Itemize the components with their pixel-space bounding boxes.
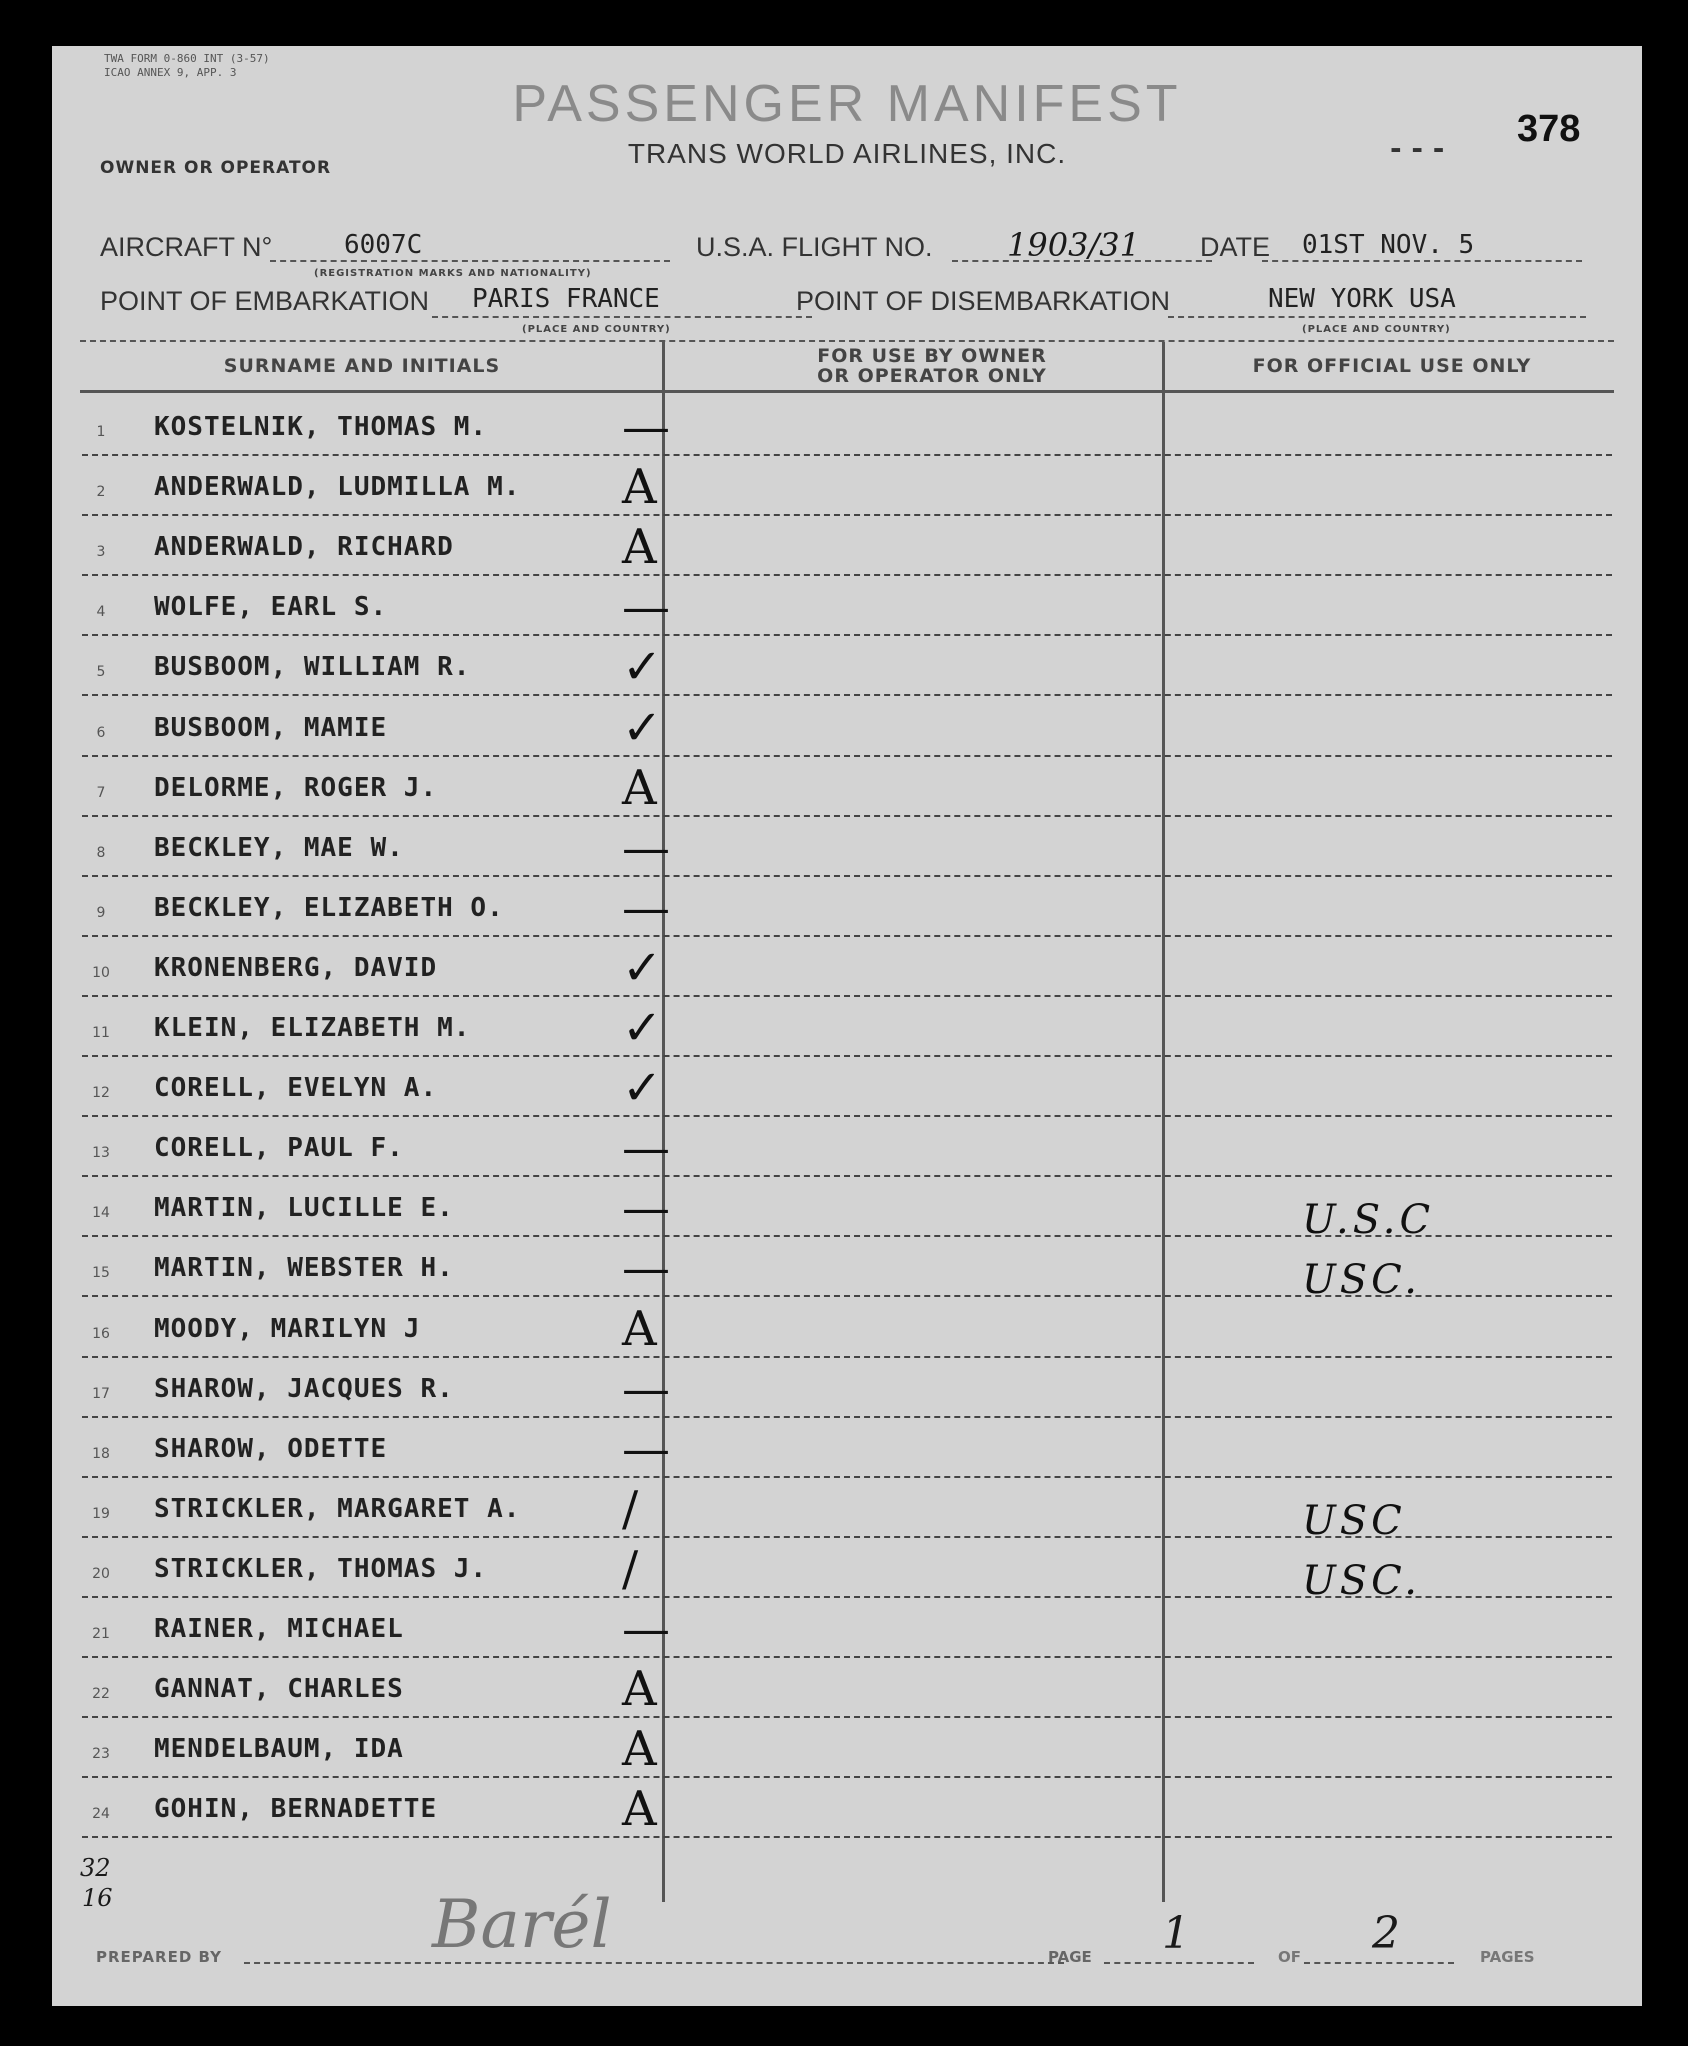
passenger-name: WOLFE, EARL S. xyxy=(154,592,388,623)
passenger-row xyxy=(82,1538,1612,1604)
passenger-name: STRICKLER, THOMAS J. xyxy=(154,1553,488,1584)
passenger-row xyxy=(82,1598,1612,1658)
passenger-name: MOODY, MARILYN J xyxy=(154,1313,421,1344)
passenger-row xyxy=(82,1358,1612,1418)
header-bottom-rule xyxy=(80,390,1614,393)
official-note: USC. xyxy=(1302,1557,1422,1604)
page-underline xyxy=(1104,1962,1254,1964)
form-code-line-2: ICAO ANNEX 9, APP. 3 xyxy=(104,66,237,79)
passenger-row xyxy=(82,636,1612,696)
row-number: 21 xyxy=(92,1626,110,1642)
row-number: 5 xyxy=(96,664,106,681)
passenger-name: STRICKLER, MARGARET A. xyxy=(154,1493,521,1524)
aircraft-value: 6007C xyxy=(344,230,423,260)
date-value: 01ST NOV. 5 xyxy=(1302,230,1475,260)
passenger-row xyxy=(82,757,1612,817)
passenger-name: SHAROW, JACQUES R. xyxy=(154,1373,454,1404)
row-number: 7 xyxy=(96,784,106,801)
passenger-name: MENDELBAUM, IDA xyxy=(154,1734,404,1765)
row-number: 23 xyxy=(92,1746,110,1763)
owner-use-column-header: FOR USE BY OWNER OR OPERATOR ONLY xyxy=(817,345,1047,387)
passenger-name: KLEIN, ELIZABETH M. xyxy=(154,1013,471,1043)
header-dashes: - - - xyxy=(1390,132,1445,165)
prepared-by-underline xyxy=(244,1962,1064,1964)
embarkation-note: (PLACE AND COUNTRY) xyxy=(522,324,671,335)
registration-note: (REGISTRATION MARKS AND NATIONALITY) xyxy=(314,268,592,279)
check-mark: A xyxy=(622,1781,657,1838)
disembarkation-note: (PLACE AND COUNTRY) xyxy=(1302,324,1451,335)
date-label: DATE xyxy=(1200,232,1271,262)
passenger-name: CORELL, PAUL F. xyxy=(154,1133,404,1164)
check-mark: — xyxy=(622,1360,670,1417)
passenger-row xyxy=(82,456,1612,516)
passenger-row xyxy=(82,1177,1612,1244)
date-underline xyxy=(1262,260,1582,262)
side-note-top: 32 xyxy=(80,1854,111,1882)
check-mark: ✓ xyxy=(622,1060,663,1117)
row-number: 1 xyxy=(96,424,106,440)
row-number: 24 xyxy=(92,1806,110,1823)
of-value: 2 xyxy=(1372,1908,1400,1959)
row-number: 6 xyxy=(96,724,106,741)
side-note-bottom: 16 xyxy=(82,1884,113,1912)
embarkation-value: PARIS FRANCE xyxy=(472,284,660,314)
passenger-name: GOHIN, BERNADETTE xyxy=(154,1794,438,1825)
check-mark: — xyxy=(622,879,670,936)
surname-column-header: SURNAME AND INITIALS xyxy=(223,355,501,377)
passenger-row xyxy=(82,396,1612,456)
check-mark: ✓ xyxy=(622,699,663,756)
passenger-row xyxy=(82,1117,1612,1177)
row-number: 10 xyxy=(92,964,110,981)
check-mark: A xyxy=(622,519,657,576)
signature: Barél xyxy=(432,1886,612,1963)
check-mark: A xyxy=(622,1661,657,1718)
form-code-line-1: TWA FORM 0-860 INT (3-57) xyxy=(104,52,270,65)
row-number: 14 xyxy=(92,1205,110,1222)
passenger-name: RAINER, MICHAEL xyxy=(154,1614,404,1644)
passenger-row xyxy=(82,576,1612,636)
passenger-name: MARTIN, WEBSTER H. xyxy=(154,1253,454,1284)
aircraft-label: AIRCRAFT N° xyxy=(100,232,273,262)
flight-value: 1903/31 xyxy=(1007,226,1140,264)
passenger-name: BECKLEY, ELIZABETH O. xyxy=(154,892,504,923)
passenger-row xyxy=(82,1478,1612,1544)
check-mark: ✓ xyxy=(622,639,663,696)
passenger-row xyxy=(82,516,1612,576)
disembarkation-underline xyxy=(1168,316,1586,318)
row-number: 13 xyxy=(92,1145,110,1162)
row-number: 11 xyxy=(92,1025,110,1041)
check-mark: — xyxy=(622,1180,670,1237)
row-number: 4 xyxy=(96,604,106,621)
passenger-name: KOSTELNIK, THOMAS M. xyxy=(154,412,488,442)
passenger-row xyxy=(82,1658,1612,1718)
owner-label: OWNER OR OPERATOR xyxy=(100,158,332,178)
passenger-name: MARTIN, LUCILLE E. xyxy=(154,1193,454,1224)
flight-label: U.S.A. FLIGHT NO. xyxy=(696,232,933,262)
passenger-name: SHAROW, ODETTE xyxy=(154,1433,388,1464)
check-mark: A xyxy=(622,1300,657,1357)
row-number: 3 xyxy=(96,544,106,561)
passenger-name: ANDERWALD, LUDMILLA M. xyxy=(154,472,521,503)
embarkation-underline xyxy=(432,316,812,318)
official-note: U.S.C xyxy=(1302,1197,1435,1244)
passenger-name: DELORME, ROGER J. xyxy=(154,772,438,803)
of-underline xyxy=(1304,1962,1454,1964)
row-number: 16 xyxy=(92,1325,110,1342)
passenger-row xyxy=(82,1718,1612,1778)
passenger-name: BUSBOOM, WILLIAM R. xyxy=(154,652,471,683)
check-mark: A xyxy=(622,759,657,816)
passenger-row xyxy=(82,1418,1612,1478)
passenger-name: KRONENBERG, DAVID xyxy=(154,952,438,983)
pages-label: PAGES xyxy=(1480,1948,1535,1966)
flight-underline xyxy=(952,260,1212,262)
passenger-row xyxy=(82,1778,1612,1838)
passenger-row xyxy=(82,817,1612,877)
row-number: 17 xyxy=(92,1385,110,1402)
row-number: 15 xyxy=(92,1265,110,1282)
passenger-row xyxy=(82,697,1612,757)
row-number: 19 xyxy=(92,1505,110,1522)
row-number: 2 xyxy=(96,484,106,501)
passenger-row xyxy=(82,997,1612,1057)
official-use-column-header: FOR OFFICIAL USE ONLY xyxy=(1252,355,1532,377)
passenger-name: GANNAT, CHARLES xyxy=(154,1674,404,1705)
page-reference-number: 378 xyxy=(1517,108,1581,150)
row-number: 12 xyxy=(92,1085,110,1102)
check-mark: — xyxy=(622,399,670,455)
check-mark: ✓ xyxy=(622,1000,663,1056)
row-number: 9 xyxy=(96,904,106,921)
official-note: USC. xyxy=(1302,1257,1422,1304)
of-label: OF xyxy=(1278,1948,1301,1966)
page-value: 1 xyxy=(1162,1908,1190,1959)
table-top-rule xyxy=(80,340,1614,342)
check-mark: / xyxy=(622,1540,639,1597)
row-number: 22 xyxy=(92,1686,110,1703)
check-mark: — xyxy=(622,1120,670,1177)
check-mark: — xyxy=(622,579,670,636)
passenger-name: BUSBOOM, MAMIE xyxy=(154,712,388,743)
official-note: USC xyxy=(1302,1497,1406,1544)
embarkation-label: POINT OF EMBARKATION xyxy=(100,286,430,316)
prepared-by-label: PREPARED BY xyxy=(96,1948,222,1966)
passenger-name: ANDERWALD, RICHARD xyxy=(154,532,454,563)
check-mark: ✓ xyxy=(622,939,663,996)
check-mark: / xyxy=(622,1480,639,1537)
aircraft-underline xyxy=(270,260,670,262)
disembarkation-label: POINT OF DISEMBARKATION xyxy=(796,286,1171,316)
manifest-title: PASSENGER MANIFEST xyxy=(512,75,1182,133)
disembarkation-value: NEW YORK USA xyxy=(1268,284,1456,314)
passenger-name: BECKLEY, MAE W. xyxy=(154,832,404,863)
passenger-row xyxy=(82,1237,1612,1304)
check-mark: — xyxy=(622,1601,670,1657)
check-mark: — xyxy=(622,1420,670,1477)
passenger-row xyxy=(82,877,1612,937)
page-label: PAGE xyxy=(1048,1948,1092,1966)
row-rule xyxy=(82,1836,1612,1838)
check-mark: — xyxy=(622,1240,670,1297)
row-number: 18 xyxy=(92,1445,110,1462)
passenger-row xyxy=(82,1298,1612,1358)
company-name: TRANS WORLD AIRLINES, INC. xyxy=(627,138,1067,169)
check-mark: A xyxy=(622,459,657,516)
manifest-sheet xyxy=(52,46,1642,2006)
passenger-name: CORELL, EVELYN A. xyxy=(154,1073,438,1104)
passenger-row xyxy=(82,937,1612,997)
check-mark: A xyxy=(622,1721,657,1778)
row-number: 8 xyxy=(96,844,106,861)
passenger-row xyxy=(82,1057,1612,1117)
check-mark: — xyxy=(622,819,670,876)
row-number: 20 xyxy=(92,1565,110,1582)
